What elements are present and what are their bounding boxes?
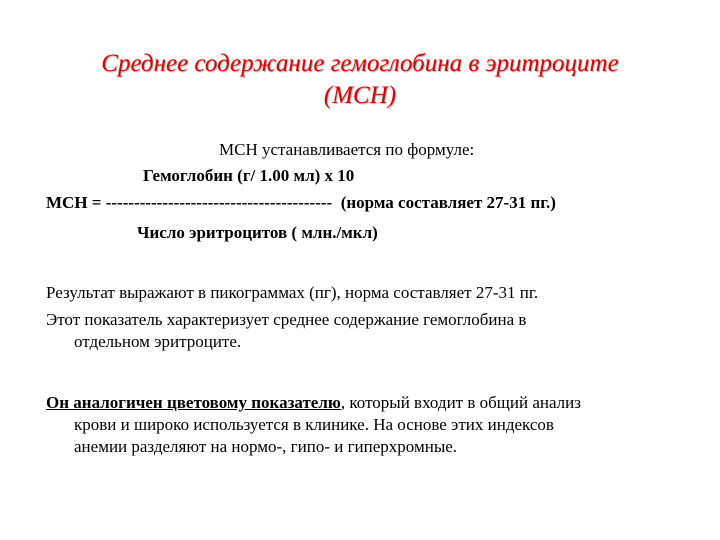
paragraph-indicator — [46, 309, 676, 353]
paragraph-result-text: Результат выражают в пикограммах (пг), норма составляет 27-31 пг. — [46, 283, 539, 302]
paragraph-color-index-line-1-rest: , который входит в общий анализ — [340, 393, 581, 412]
paragraph-color-index-line-3: анемии разделяют на нормо-, гипо- и гиперхромные. — [74, 437, 458, 456]
formula-row — [46, 193, 556, 213]
formula-denominator: Число эритроцитов ( млн./мкл) — [137, 223, 378, 242]
formula-numerator: Гемоглобин (г/ 1.00 мл) х 10 — [143, 166, 355, 185]
title-line-2: (MCH) — [323, 82, 397, 109]
formula-lhs: МСН = — [46, 193, 106, 212]
paragraph-color-index-emphasis: Он аналогичен цветовому показателю — [46, 393, 341, 412]
paragraph-color-index — [46, 392, 676, 458]
formula-fraction-bar: ---------------------------------------- — [105, 193, 333, 212]
paragraph-indicator-line-1: Этот показатель характеризует среднее содержание гемоглобина в — [46, 310, 527, 329]
paragraph-result — [46, 282, 676, 304]
formula-intro: MCH устанавливается по формуле: — [219, 140, 475, 159]
slide-title — [0, 48, 720, 112]
paragraph-indicator-line-2: отдельном эритроците. — [74, 332, 242, 351]
formula-norm: (норма составляет 27-31 пг.) — [340, 193, 556, 212]
paragraph-color-index-line-2: крови и широко используется в клинике. На основе этих индексов — [74, 415, 554, 434]
title-line-1: Среднее содержание гемоглобина в эритроците — [101, 50, 619, 77]
